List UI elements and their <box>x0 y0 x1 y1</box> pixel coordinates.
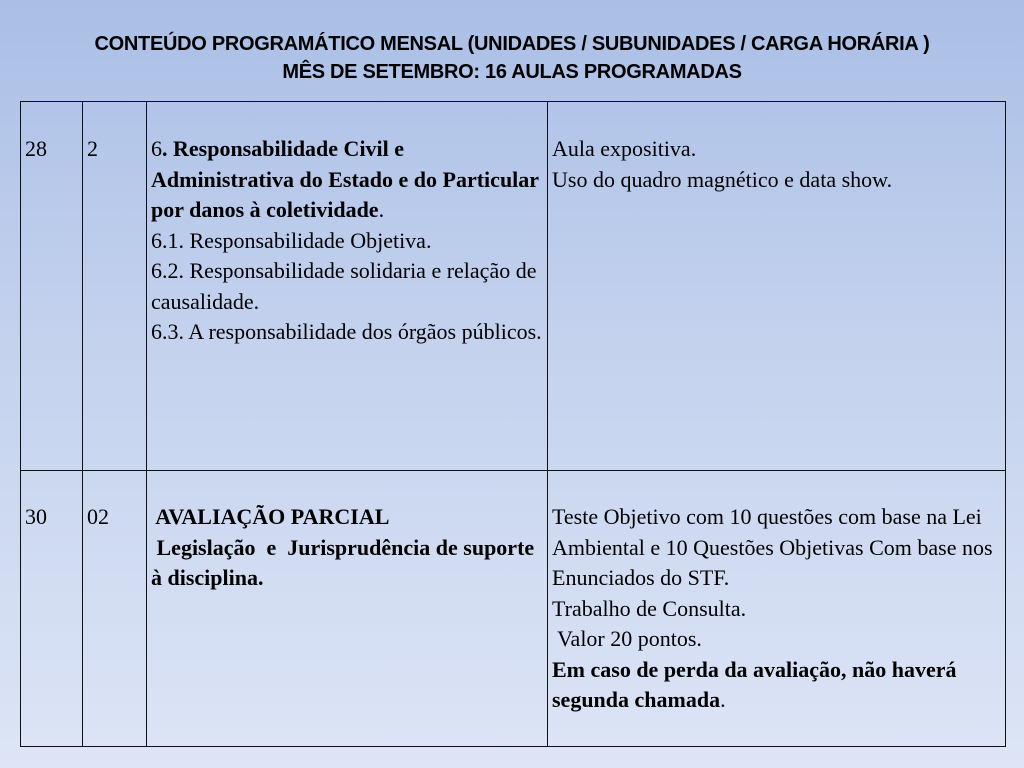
method-line: Teste Objetivo com 10 questões com base na Lei Ambiental e 10 Questões Objetivas Com base nos Enunciados do STF. <box>552 504 993 590</box>
unit-heading: . Responsabilidade Civil e Administrativa do Estado e do Particular por danos à coletividade <box>151 136 539 222</box>
method-cell <box>548 102 1006 471</box>
day-cell: 28 <box>21 102 83 471</box>
method-line: Uso do quadro magnético e data show. <box>552 166 893 192</box>
subunit-item: 6.2. Responsabilidade solidaria e relação de causalidade. <box>151 258 537 314</box>
method-line: Aula expositiva. <box>552 136 697 161</box>
table-row <box>21 471 1006 747</box>
day-cell: 30 <box>21 471 83 747</box>
slide-title <box>0 30 1024 86</box>
program-table <box>20 101 1006 747</box>
unit-heading-end: . <box>378 197 385 222</box>
content-cell <box>147 471 548 747</box>
content-cell <box>147 102 548 471</box>
subunit-item: 6.1. Responsabilidade Objetiva. <box>151 227 432 253</box>
evaluation-subheading: Legislação e Jurisprudência de suporte à disciplina. <box>151 534 540 590</box>
method-cell <box>548 471 1006 747</box>
method-line: Trabalho de Consulta. <box>552 595 747 621</box>
unit-number: 6 <box>151 136 162 161</box>
table-row <box>21 102 1006 471</box>
no-second-call-note: Em caso de perda da avaliação, não haverá segunda chamada <box>552 656 957 712</box>
note-end: . <box>720 687 726 712</box>
hours-cell: 02 <box>83 471 147 747</box>
subunit-item: 6.3. A responsabilidade dos órgãos públicos. <box>151 319 542 344</box>
method-line: Valor 20 pontos. <box>552 626 702 651</box>
title-line-1: CONTEÚDO PROGRAMÁTICO MENSAL (UNIDADES / SUBUNIDADES / CARGA HORÁRIA ) <box>94 33 930 55</box>
title-line-2: MÊS DE SETEMBRO: 16 AULAS PROGRAMADAS <box>282 61 742 83</box>
evaluation-heading: AVALIAÇÃO PARCIAL <box>151 504 390 529</box>
hours-cell: 2 <box>83 102 147 471</box>
